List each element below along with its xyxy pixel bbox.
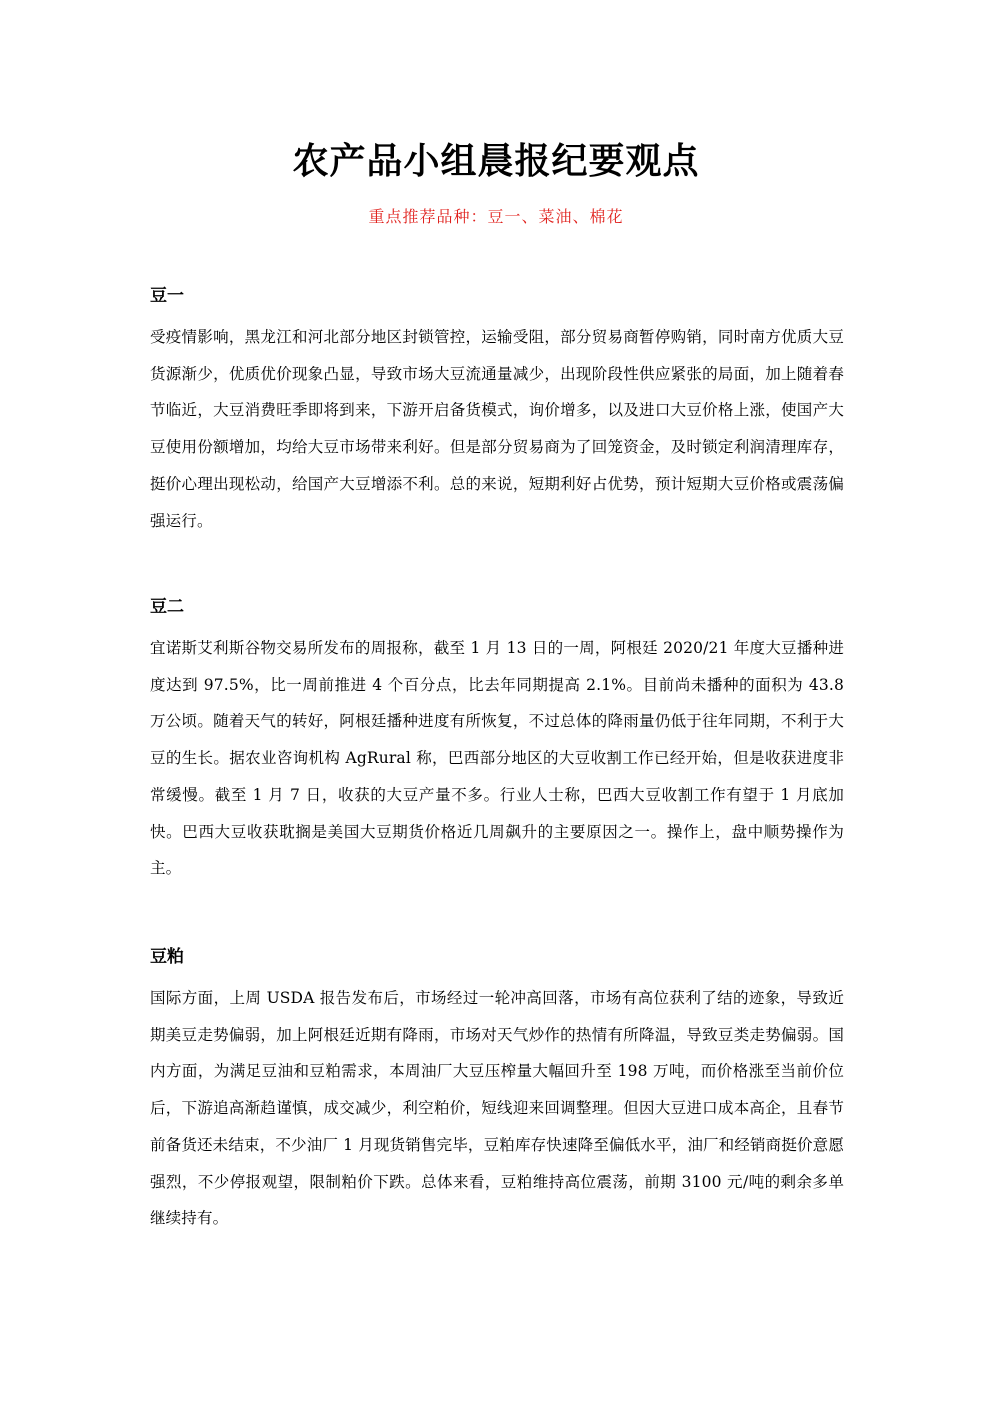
- section-body: 国际方面，上周 USDA 报告发布后，市场经过一轮冲高回落，市场有高位获利了结的迹象，导致近期美豆走势偏弱，加上阿根廷近期有降雨，市场对天气炒作的热情有所降温，导致豆类走势偏弱。国内方面，为满足豆油和豆粕需求，本周油厂大豆压榨量大幅回升至 198 万吨，而价格涨至当前价位后，下游追高渐趋谨慎，成交减少，利空粕价，短线迎来回调整理。但因大豆进口成本高企，且春节前备货还未结束，不少油厂 1 月现货销售完毕，豆粕库存快速降至偏低水平，油厂和经销商挺价意愿强烈，不少停报观望，限制粕价下跌。总体来看，豆粕维持高位震荡，前期 3100 元/吨的剩余多单继续持有。: [150, 989, 844, 1228]
- section-soybean-one: [150, 284, 844, 539]
- section-heading: 豆粕: [150, 947, 184, 967]
- section-soybean-two: [150, 595, 844, 887]
- document-title: 农产品小组晨报纪要观点: [292, 141, 700, 182]
- section-body: 受疫情影响，黑龙江和河北部分地区封锁管控，运输受阻，部分贸易商暂停购销，同时南方优质大豆货源渐少，优质优价现象凸显，导致市场大豆流通量减少，出现阶段性供应紧张的局面，加上随着春节临近，大豆消费旺季即将到来，下游开启备货模式，询价增多，以及进口大豆价格上涨，使国产大豆使用份额增加，均给大豆市场带来利好。但是部分贸易商为了回笼资金，及时锁定利润清理库存，挺价心理出现松动，给国产大豆增添不利。总的来说，短期利好占优势，预计短期大豆价格或震荡偏强运行。: [150, 328, 844, 530]
- section-body: 宜诺斯艾利斯谷物交易所发布的周报称，截至 1 月 13 日的一周，阿根廷 2020/21 年度大豆播种进度达到 97.5%，比一周前推进 4 个百分点，比去年同期提高 2.1%。目前尚未播种的面积为 43.8 万公顷。随着天气的转好，阿根廷播种进度有所恢复，不过总体的降雨量仍低于往年同期，不利于大豆的生长。据农业咨询机构 AgRural 称，巴西部分地区的大豆收割工作已经开始，但是收获进度非常缓慢。截至 1 月 7 日，收获的大豆产量不多。行业人士称，巴西大豆收割工作有望于 1 月底加快。巴西大豆收获耽搁是美国大豆期货价格近几周飙升的主要原因之一。操作上，盘中顺势操作为主。: [150, 639, 844, 878]
- section-heading: 豆二: [150, 597, 184, 617]
- section-soybean-meal: [150, 945, 844, 1237]
- recommended-varieties: 重点推荐品种：豆一、菜油、棉花: [368, 207, 624, 226]
- section-heading: 豆一: [150, 286, 184, 306]
